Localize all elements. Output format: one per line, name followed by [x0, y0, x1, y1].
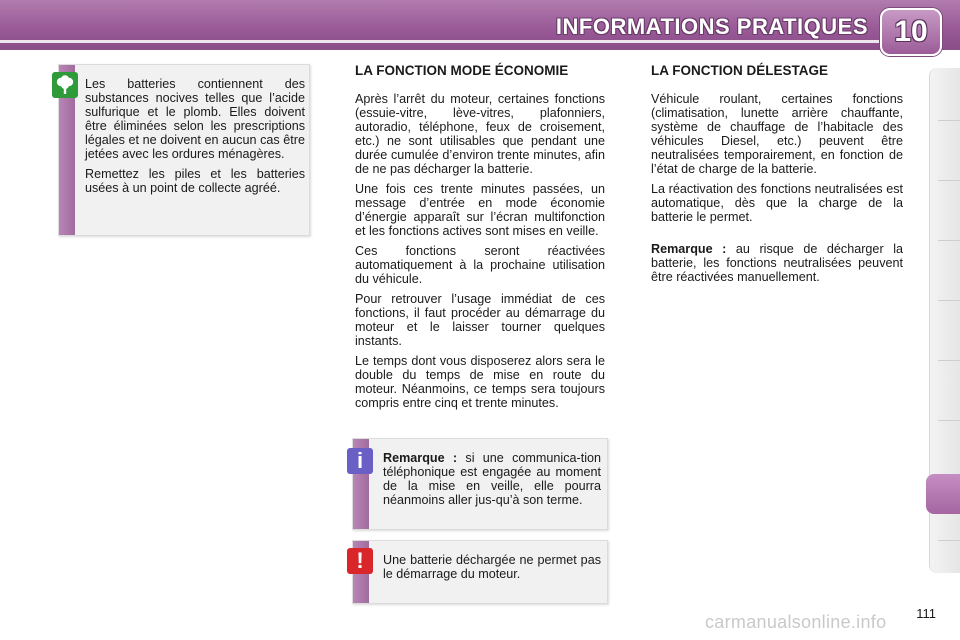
- environment-note-text: [85, 77, 305, 201]
- tab-divider: [938, 420, 960, 421]
- economy-paragraph-1: Après l’arrêt du moteur, certaines fonctions (essuie-vitre, lève-vitres, plafonniers, autoradio, téléphone, feux de croisement, etc.) ne sont utilisables que pendant une durée cumulée d’environ trente minutes, afin de ne pas décharger la batterie.: [355, 92, 605, 176]
- info-note: [352, 438, 608, 530]
- watermark: carmanualsonline.info: [705, 612, 887, 632]
- environment-note: [58, 64, 310, 236]
- chapter-badge: [880, 8, 942, 56]
- economy-paragraph-5: Le temps dont vous disposerez alors sera le double du temps de mise en route du moteur. Néanmoins, ce temps sera toujours compris entre cinq et trente minutes.: [355, 354, 605, 410]
- shedding-remark-text: au risque de décharger la batterie, les fonctions neutralisées peuvent être réactivées manuellement.: [651, 242, 903, 284]
- tab-divider: [938, 120, 960, 121]
- economy-paragraph-2: Une fois ces trente minutes passées, un message d’entrée en mode économie d’énergie apparaît sur l’écran multifonction et les fonctions actives sont mises en veille.: [355, 182, 605, 238]
- economy-paragraph-3: Ces fonctions seront réactivées automatiquement à la prochaine utilisation du véhicule.: [355, 244, 605, 286]
- info-icon: i: [347, 448, 373, 474]
- shedding-paragraph-2: La réactivation des fonctions neutralisées est automatique, dès que la charge de la batterie le permet.: [651, 182, 903, 224]
- economy-paragraph-4: Pour retrouver l’usage immédiat de ces fonctions, il faut procéder au démarrage du moteur et le laisser tourner quelques instants.: [355, 292, 605, 348]
- economy-title: LA FONCTION MODE ÉCONOMIE: [355, 63, 569, 78]
- chapter-title: INFORMATIONS PRATIQUES: [555, 14, 868, 39]
- tab-divider: [938, 540, 960, 541]
- active-chapter-tab: [926, 474, 960, 514]
- info-note-body: si une communica-tion téléphonique est engagée au moment de la mise en veille, elle pourra néanmoins aller jus-qu’à son terme.: [383, 451, 602, 507]
- warning-note-text: [383, 553, 601, 587]
- environment-paragraph-1: Les batteries contiennent des substances nocives telles que l’acide sulfurique et le plomb. Elles doivent être éliminées selon les prescriptions légales et ne doivent en aucun cas être jetées avec les ordures ménagères.: [85, 77, 305, 161]
- shedding-section: [651, 62, 903, 290]
- page-number: 111: [916, 606, 936, 621]
- chapter-header: [0, 0, 960, 50]
- tab-divider: [938, 300, 960, 301]
- shedding-remark-label: Remarque :: [651, 242, 727, 256]
- header-rule: [0, 40, 900, 43]
- warning-icon: !: [347, 548, 373, 574]
- info-note-text: [383, 451, 601, 513]
- shedding-paragraph-1: Véhicule roulant, certaines fonctions (climatisation, lunette arrière chauffante, système de chauffage de l’habitacle des véhicules Diesel, etc.) peuvent être neutralisées temporairement, en fonction de l’état de charge de la batterie.: [651, 92, 903, 176]
- tree-icon: [52, 72, 78, 98]
- warning-note-body: Une batterie déchargée ne permet pas le démarrage du moteur.: [383, 553, 601, 581]
- tab-divider: [938, 180, 960, 181]
- shedding-title: LA FONCTION DÉLESTAGE: [651, 63, 828, 78]
- tab-divider: [938, 360, 960, 361]
- environment-paragraph-2: Remettez les piles et les batteries usées à un point de collecte agréé.: [85, 167, 305, 195]
- info-note-label: Remarque :: [383, 451, 458, 465]
- economy-section: [355, 62, 605, 416]
- chapter-number: 10: [894, 15, 928, 48]
- warning-note: [352, 540, 608, 604]
- tab-divider: [938, 240, 960, 241]
